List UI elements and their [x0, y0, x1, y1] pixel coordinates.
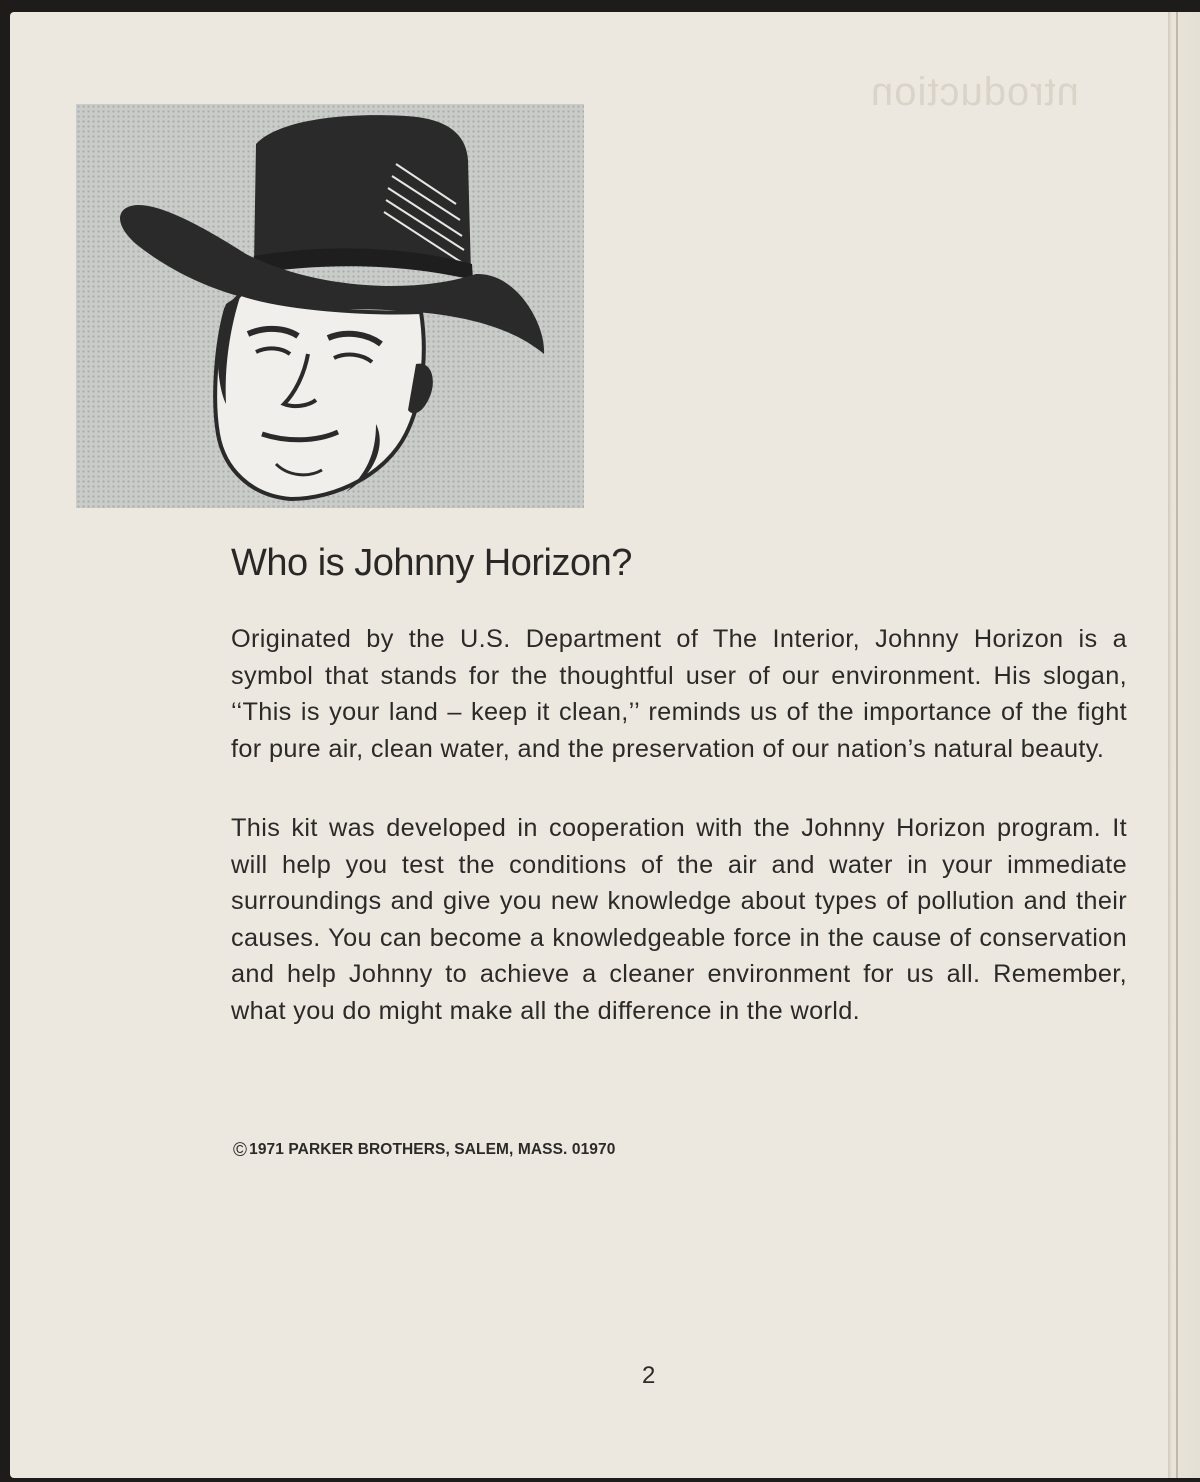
booklet-page	[10, 12, 1168, 1478]
cowboy-portrait-icon	[76, 104, 584, 508]
spine-fold	[1176, 12, 1178, 1478]
kit-description-paragraph: This kit was developed in cooperation with the Johnny Horizon program. It will help you test the conditions of the air and water in your immediate surroundings and give you new knowledge about types of pollution and their causes. You can become a knowledgeable force in the cause of conservation and help Johnny to achieve a cleaner environment for us all. Remember, what you do might make all the difference in the world.	[231, 814, 1127, 1025]
page-number: 2	[642, 1362, 656, 1389]
page-title: Who is Johnny Horizon?	[231, 542, 632, 584]
copyright-text: 1971 PARKER BROTHERS, SALEM, MASS. 01970	[249, 1141, 616, 1158]
copyright-icon: ©	[233, 1140, 248, 1161]
intro-paragraph: Originated by the U.S. Department of The Interior, Johnny Horizon is a symbol that stands for the thoughtful user of our environment. His slogan, ‘‘This is your land – keep it clean,’’ reminds us of the importance of the fight for pure air, clean water, and the preservation of our nation’s natural beauty.	[231, 625, 1127, 763]
johnny-horizon-portrait	[76, 104, 584, 508]
facing-page-edge	[1168, 12, 1200, 1478]
bleed-through-text: ntroduction	[870, 70, 1079, 114]
copyright-notice	[233, 1140, 615, 1162]
